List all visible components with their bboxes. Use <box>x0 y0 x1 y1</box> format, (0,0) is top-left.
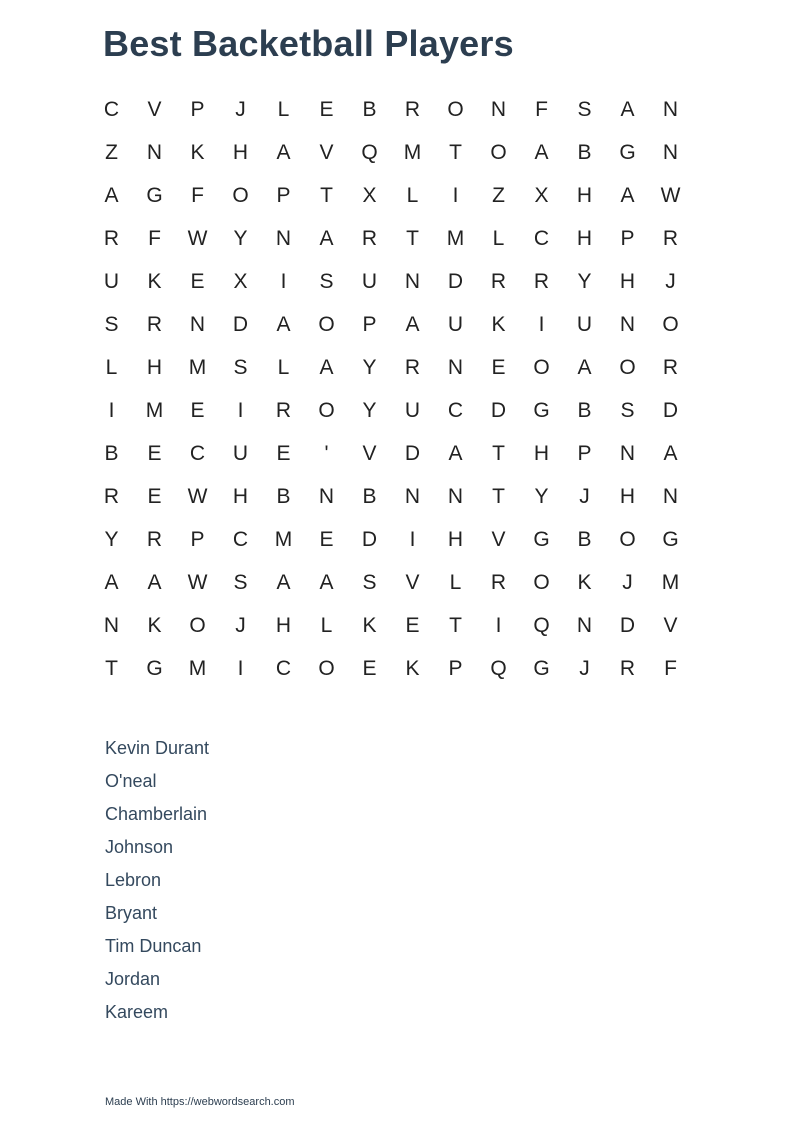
grid-letter: H <box>619 484 636 508</box>
grid-letter: I <box>495 613 502 637</box>
grid-letter: M <box>661 570 680 594</box>
grid-letter: D <box>447 269 464 293</box>
grid-letter: T <box>105 656 118 680</box>
grid-letter: N <box>447 484 464 508</box>
grid-letter: E <box>319 527 334 551</box>
grid-letter: M <box>446 226 465 250</box>
grid-letter: J <box>235 613 246 637</box>
grid-letter: N <box>662 140 679 164</box>
grid-letter: Y <box>577 269 592 293</box>
grid-letter: H <box>576 226 593 250</box>
grid-letter: H <box>232 484 249 508</box>
grid-letter: Y <box>534 484 549 508</box>
grid-letter: C <box>275 656 292 680</box>
grid-letter: E <box>190 269 205 293</box>
grid-letter: C <box>232 527 249 551</box>
grid-letter: G <box>146 656 163 680</box>
page-title: Best Backetball Players <box>103 23 514 64</box>
grid-letter: L <box>105 355 118 379</box>
grid-letter: R <box>619 656 636 680</box>
grid-letter: P <box>362 312 377 336</box>
grid-letter: V <box>147 97 162 121</box>
grid-letter: ' <box>324 441 329 465</box>
grid-letter: U <box>103 269 120 293</box>
grid-letter: I <box>280 269 287 293</box>
grid-letter: R <box>146 527 163 551</box>
grid-letter: E <box>147 484 162 508</box>
grid-letter: G <box>662 527 679 551</box>
grid-letter: O <box>189 613 206 637</box>
grid-letter: Q <box>533 613 550 637</box>
grid-letter: T <box>406 226 419 250</box>
grid-letter: W <box>187 226 208 250</box>
grid-letter: D <box>361 527 378 551</box>
grid-letter: E <box>405 613 420 637</box>
word-list-item: Kevin Durant <box>105 738 210 758</box>
grid-letter: O <box>447 97 464 121</box>
grid-letter: K <box>577 570 592 594</box>
word-list-item: Tim Duncan <box>105 936 202 956</box>
grid-letter: H <box>275 613 292 637</box>
grid-letter: A <box>620 97 635 121</box>
grid-letter: O <box>318 398 335 422</box>
grid-letter: V <box>405 570 420 594</box>
grid-letter: G <box>619 140 636 164</box>
grid-letter: D <box>490 398 507 422</box>
grid-letter: O <box>232 183 249 207</box>
word-list-item: Lebron <box>105 870 162 890</box>
grid-letter: J <box>579 656 590 680</box>
grid-letter: V <box>491 527 506 551</box>
grid-letter: R <box>146 312 163 336</box>
grid-letter: F <box>535 97 548 121</box>
word-list-item: Bryant <box>105 903 158 923</box>
grid-letter: K <box>405 656 420 680</box>
grid-letter: W <box>660 183 681 207</box>
grid-letter: Q <box>490 656 507 680</box>
word-list-item: Jordan <box>105 969 161 989</box>
grid-letter: A <box>276 570 291 594</box>
grid-letter: N <box>662 484 679 508</box>
grid-letter: L <box>277 97 290 121</box>
grid-letter: D <box>232 312 249 336</box>
grid-letter: B <box>276 484 291 508</box>
word-list-item: Johnson <box>105 837 174 857</box>
grid-row <box>90 217 692 260</box>
grid-letter: Y <box>362 355 377 379</box>
grid-row <box>90 561 692 604</box>
grid-letter: L <box>406 183 419 207</box>
word-list <box>105 736 209 1033</box>
grid-letter: V <box>319 140 334 164</box>
grid-letter: E <box>190 398 205 422</box>
grid-letter: W <box>187 484 208 508</box>
grid-letter: R <box>404 355 421 379</box>
word-list-item: Kareem <box>105 1002 169 1022</box>
grid-letter: Y <box>362 398 377 422</box>
grid-letter: D <box>662 398 679 422</box>
grid-letter: V <box>362 441 377 465</box>
grid-letter: L <box>449 570 462 594</box>
grid-letter: C <box>447 398 464 422</box>
grid-letter: N <box>275 226 292 250</box>
grid-letter: A <box>448 441 463 465</box>
grid-letter: S <box>233 570 248 594</box>
grid-letter: C <box>103 97 120 121</box>
grid-letter: A <box>104 570 119 594</box>
grid-letter: N <box>404 269 421 293</box>
grid-letter: N <box>619 312 636 336</box>
grid-letter: J <box>579 484 590 508</box>
grid-letter: Z <box>492 183 505 207</box>
grid-letter: R <box>275 398 292 422</box>
grid-letter: F <box>148 226 161 250</box>
grid-letter: M <box>403 140 422 164</box>
grid-letter: L <box>320 613 333 637</box>
grid-letter: C <box>189 441 206 465</box>
grid-letter: N <box>619 441 636 465</box>
grid-row <box>90 260 692 303</box>
grid-letter: R <box>103 226 120 250</box>
grid-letter: B <box>362 484 377 508</box>
grid-letter: H <box>576 183 593 207</box>
grid-letter: M <box>145 398 164 422</box>
word-search-grid <box>90 88 692 690</box>
grid-letter: K <box>491 312 506 336</box>
grid-row <box>90 174 692 217</box>
grid-letter: H <box>619 269 636 293</box>
grid-row <box>90 432 692 475</box>
grid-letter: R <box>490 269 507 293</box>
grid-letter: A <box>577 355 592 379</box>
grid-letter: H <box>533 441 550 465</box>
grid-row <box>90 131 692 174</box>
grid-letter: H <box>447 527 464 551</box>
grid-letter: A <box>663 441 678 465</box>
grid-letter: N <box>404 484 421 508</box>
word-list-item: Chamberlain <box>105 804 208 824</box>
grid-letter: N <box>318 484 335 508</box>
grid-letter: B <box>362 97 377 121</box>
grid-letter: T <box>449 613 462 637</box>
grid-letter: S <box>620 398 635 422</box>
grid-letter: E <box>362 656 377 680</box>
grid-letter: H <box>232 140 249 164</box>
grid-letter: A <box>276 140 291 164</box>
grid-letter: N <box>576 613 593 637</box>
grid-letter: I <box>237 398 244 422</box>
grid-letter: K <box>190 140 205 164</box>
grid-letter: P <box>190 527 205 551</box>
grid-letter: A <box>534 140 549 164</box>
grid-letter: X <box>362 183 377 207</box>
grid-letter: D <box>619 613 636 637</box>
grid-row <box>90 346 692 389</box>
grid-letter: O <box>619 355 636 379</box>
grid-letter: N <box>662 97 679 121</box>
grid-letter: S <box>577 97 592 121</box>
grid-letter: Z <box>105 140 118 164</box>
grid-letter: P <box>276 183 291 207</box>
grid-letter: N <box>189 312 206 336</box>
grid-letter: G <box>533 527 550 551</box>
grid-letter: B <box>104 441 119 465</box>
grid-letter: R <box>662 355 679 379</box>
grid-letter: P <box>620 226 635 250</box>
grid-letter: T <box>492 484 505 508</box>
footer-credit: Made With https://webwordsearch.com <box>105 1096 295 1108</box>
grid-letter: S <box>233 355 248 379</box>
grid-letter: Q <box>361 140 378 164</box>
grid-letter: S <box>319 269 334 293</box>
grid-letter: K <box>147 269 162 293</box>
grid-row <box>90 303 692 346</box>
word-list-item: O'neal <box>105 771 157 791</box>
grid-letter: T <box>492 441 505 465</box>
grid-letter: O <box>490 140 507 164</box>
grid-letter: Y <box>233 226 248 250</box>
grid-letter: L <box>492 226 505 250</box>
grid-letter: P <box>577 441 592 465</box>
grid-letter: G <box>533 656 550 680</box>
grid-letter: G <box>146 183 163 207</box>
grid-letter: E <box>276 441 291 465</box>
grid-row <box>90 389 692 432</box>
grid-letter: M <box>274 527 293 551</box>
grid-letter: J <box>235 97 246 121</box>
grid-letter: J <box>622 570 633 594</box>
grid-letter: X <box>534 183 549 207</box>
grid-letter: V <box>663 613 678 637</box>
grid-letter: A <box>276 312 291 336</box>
grid-letter: I <box>108 398 115 422</box>
grid-letter: B <box>577 398 592 422</box>
grid-letter: K <box>362 613 377 637</box>
grid-letter: A <box>405 312 420 336</box>
grid-letter: U <box>361 269 378 293</box>
grid-letter: W <box>187 570 208 594</box>
grid-letter: S <box>362 570 377 594</box>
grid-row <box>90 518 692 561</box>
grid-letter: R <box>662 226 679 250</box>
grid-letter: I <box>538 312 545 336</box>
grid-letter: U <box>576 312 593 336</box>
grid-letter: E <box>319 97 334 121</box>
grid-letter: P <box>190 97 205 121</box>
grid-letter: A <box>147 570 162 594</box>
grid-letter: A <box>104 183 119 207</box>
grid-row <box>90 647 692 690</box>
grid-letter: N <box>146 140 163 164</box>
grid-letter: N <box>103 613 120 637</box>
grid-letter: O <box>533 570 550 594</box>
grid-letter: N <box>447 355 464 379</box>
grid-letter: I <box>452 183 459 207</box>
grid-letter: R <box>490 570 507 594</box>
grid-letter: T <box>320 183 333 207</box>
grid-letter: E <box>491 355 506 379</box>
grid-letter: N <box>490 97 507 121</box>
grid-letter: D <box>404 441 421 465</box>
grid-letter: R <box>533 269 550 293</box>
grid-row <box>90 475 692 518</box>
grid-letter: I <box>409 527 416 551</box>
grid-letter: M <box>188 355 207 379</box>
grid-letter: U <box>447 312 464 336</box>
grid-letter: O <box>533 355 550 379</box>
grid-letter: R <box>404 97 421 121</box>
grid-letter: A <box>319 355 334 379</box>
grid-letter: A <box>319 570 334 594</box>
grid-letter: L <box>277 355 290 379</box>
grid-letter: J <box>665 269 676 293</box>
grid-letter: M <box>188 656 207 680</box>
grid-letter: U <box>232 441 249 465</box>
grid-letter: O <box>619 527 636 551</box>
grid-letter: S <box>104 312 119 336</box>
grid-letter: Y <box>104 527 119 551</box>
grid-letter: T <box>449 140 462 164</box>
grid-letter: R <box>103 484 120 508</box>
grid-letter: X <box>233 269 248 293</box>
grid-letter: F <box>664 656 677 680</box>
grid-letter: O <box>318 656 335 680</box>
grid-letter: C <box>533 226 550 250</box>
grid-letter: U <box>404 398 421 422</box>
grid-letter: E <box>147 441 162 465</box>
grid-letter: I <box>237 656 244 680</box>
grid-letter: O <box>318 312 335 336</box>
grid-row <box>90 604 692 647</box>
grid-letter: K <box>147 613 162 637</box>
grid-letter: A <box>319 226 334 250</box>
grid-letter: B <box>577 527 592 551</box>
grid-letter: B <box>577 140 592 164</box>
grid-letter: R <box>361 226 378 250</box>
grid-letter: F <box>191 183 204 207</box>
grid-letter: H <box>146 355 163 379</box>
grid-letter: A <box>620 183 635 207</box>
grid-letter: G <box>533 398 550 422</box>
grid-row <box>90 88 692 131</box>
grid-letter: P <box>448 656 463 680</box>
grid-letter: O <box>662 312 679 336</box>
